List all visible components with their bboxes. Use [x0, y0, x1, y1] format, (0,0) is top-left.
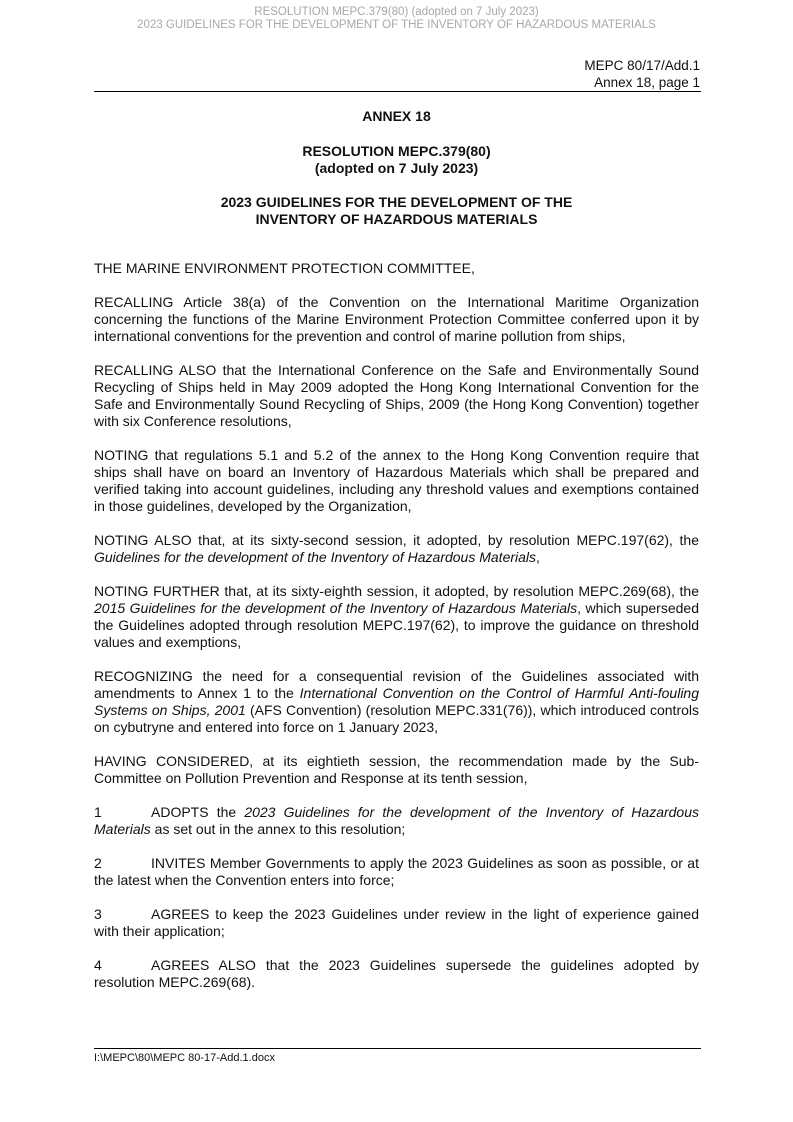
document-reference — [584, 57, 700, 91]
resolution-heading — [94, 143, 699, 177]
guidelines-title-line-1: 2023 GUIDELINES FOR THE DEVELOPMENT OF THE — [220, 194, 573, 210]
watermark-line-2: 2023 GUIDELINES FOR THE DEVELOPMENT OF THE INVENTORY OF HAZARDOUS MATERIALS — [137, 19, 656, 31]
adoption-date: (adopted on 7 July 2023) — [314, 160, 479, 176]
guidelines-title — [94, 194, 699, 228]
noting-also-text: NOTING ALSO that, at its sixty-second session, it adopted, by resolution MEPC.197(62), the — [94, 532, 699, 548]
guidelines-title-line-2: INVENTORY OF HAZARDOUS MATERIALS — [255, 211, 538, 227]
op1-title: 2023 Guidelines for the development of the Inventory of Hazardous Materials — [94, 804, 699, 837]
paragraph-recalling-also: RECALLING ALSO that the International Conference on the Safe and Environmentally Sound Recycling of Ships held in May 2009 adopted the Hong Kong International Convention for the Safe and Environmentally Sound Recycling of Ships, 2009 (the Hong Kong Convention) together with six Conference resolutions, — [94, 362, 699, 429]
paragraph-noting-also — [94, 532, 699, 566]
paragraph-noting-further — [94, 583, 699, 651]
op4-text: AGREES ALSO that the 2023 Guidelines supersede the guidelines adopted by resolution MEPC.269(68). — [94, 957, 699, 990]
operative-paragraph-2 — [94, 855, 699, 889]
operative-paragraph-4 — [94, 957, 699, 991]
noting-further-end: , which superseded the Guidelines adopted through resolution MEPC.197(62), to improve the guidance on threshold values and exemptions, — [94, 600, 699, 650]
recognizing-text: RECOGNIZING the need for a consequential revision of the Guidelines associated with amendments to Annex 1 to the — [94, 668, 699, 701]
operative-paragraph-1 — [94, 804, 699, 838]
annex-title: ANNEX 18 — [362, 108, 431, 124]
op1-text: ADOPTS the — [151, 804, 245, 820]
page-ref: Annex 18, page 1 — [594, 75, 700, 90]
footer-rule — [94, 1048, 701, 1049]
committee-line: THE MARINE ENVIRONMENT PROTECTION COMMITTEE, — [94, 260, 475, 276]
recognizing-title: International Convention on the Control of Harmful Anti-fouling Systems on Ships, 2001 — [94, 685, 699, 718]
resolution-number: RESOLUTION MEPC.379(80) — [302, 143, 491, 159]
doc-ref: MEPC 80/17/Add.1 — [584, 58, 700, 73]
recognizing-end: (AFS Convention) (resolution MEPC.331(76)), which introduced controls on cybutryne and entered into force on 1 January 2023, — [94, 702, 699, 735]
op2-text: INVITES Member Governments to apply the 2023 Guidelines as soon as possible, or at the latest when the Convention enters into force; — [94, 855, 699, 888]
op4-number: 4 — [94, 957, 102, 973]
op1-end: as set out in the annex to this resolution; — [150, 821, 406, 837]
watermark-line-1: RESOLUTION MEPC.379(80) (adopted on 7 July 2023) — [254, 6, 539, 18]
noting-also-title: Guidelines for the development of the Inventory of Hazardous Materials — [94, 549, 537, 565]
op1-number: 1 — [94, 804, 102, 820]
header-rule — [94, 91, 701, 92]
paragraph-noting: NOTING that regulations 5.1 and 5.2 of the annex to the Hong Kong Convention require that ships shall have on board an Inventory of Hazardous Materials which shall be prepared and verified taking into account guidelines, including any threshold values and exemptions contained in those guidelines, developed by the Organization, — [94, 447, 699, 514]
watermark — [0, 6, 793, 32]
op3-number: 3 — [94, 906, 102, 922]
noting-also-end: , — [536, 549, 540, 565]
paragraph-having-considered: HAVING CONSIDERED, at its eightieth session, the recommendation made by the Sub-Committee on Pollution Prevention and Response at its tenth session, — [94, 753, 699, 786]
footer-file-path: I:\MEPC\80\MEPC 80-17-Add.1.docx — [94, 1052, 275, 1064]
op2-number: 2 — [94, 855, 102, 871]
page-content — [94, 104, 699, 991]
paragraph-recalling: RECALLING Article 38(a) of the Convention on the International Maritime Organization concerning the functions of the Marine Environment Protection Committee conferred upon it by international conventions for the prevention and control of marine pollution from ships, — [94, 294, 699, 344]
noting-further-text: NOTING FURTHER that, at its sixty-eighth session, it adopted, by resolution MEPC.269(68), the — [94, 583, 699, 599]
paragraph-recognizing — [94, 668, 699, 736]
noting-further-title: 2015 Guidelines for the development of the Inventory of Hazardous Materials — [94, 600, 578, 616]
op3-text: AGREES to keep the 2023 Guidelines under review in the light of experience gained with their application; — [94, 906, 699, 939]
operative-paragraph-3 — [94, 906, 699, 940]
